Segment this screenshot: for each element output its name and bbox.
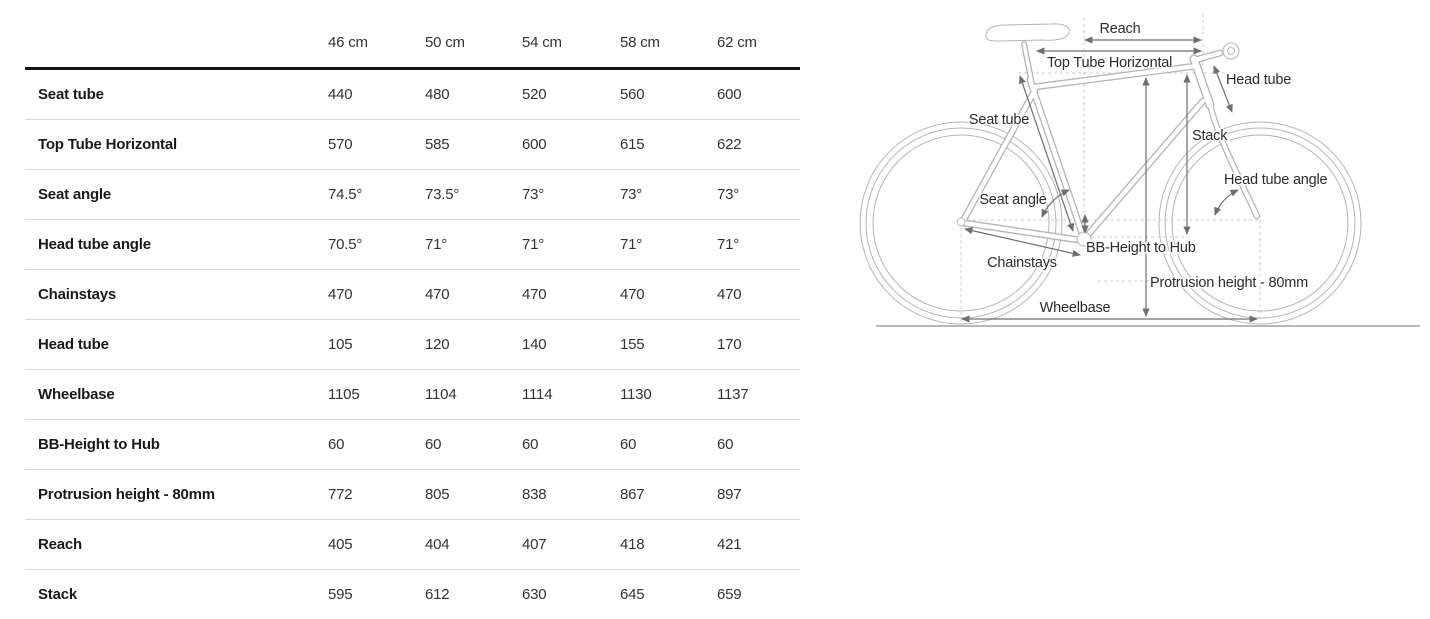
cell-value: 404: [425, 536, 450, 553]
cell-value: 622: [717, 136, 742, 153]
label-head-tube: Head tube: [1226, 72, 1292, 88]
row-label: Protrusion height - 80mm: [38, 486, 215, 503]
table-row-head-tube-angle: [25, 219, 800, 269]
cell-value: 520: [522, 86, 547, 103]
table-header-row: [25, 18, 800, 70]
cell-value: 60: [522, 436, 539, 453]
label-seat-angle: Seat angle: [979, 192, 1047, 208]
cell-value: 120: [425, 336, 450, 353]
table-row-wheelbase: [25, 369, 800, 419]
label-bb-height-to-hub: BB-Height to Hub: [1086, 240, 1196, 256]
cell-value: 1130: [620, 386, 652, 403]
table-row-top-tube-horizontal: [25, 119, 800, 169]
label-chainstays: Chainstays: [987, 255, 1057, 271]
column-header-58cm: 58 cm: [620, 34, 660, 51]
label-stack: Stack: [1192, 128, 1228, 144]
cell-value: 73°: [522, 186, 545, 203]
cell-value: 470: [328, 286, 353, 303]
cell-value: 600: [717, 86, 742, 103]
cell-value: 805: [425, 486, 450, 503]
cell-value: 1137: [717, 386, 749, 403]
cell-value: 73°: [717, 186, 740, 203]
row-label: Head tube angle: [38, 236, 151, 253]
table-row-bb-height-to-hub: [25, 419, 800, 469]
row-label: Top Tube Horizontal: [38, 136, 177, 153]
label-top-tube-horizontal: Top Tube Horizontal: [1047, 55, 1173, 71]
column-header-50cm: 50 cm: [425, 34, 465, 51]
table-row-head-tube: [25, 319, 800, 369]
label-reach: Reach: [1099, 21, 1141, 37]
table-row-seat-tube: [25, 70, 800, 119]
cell-value: 867: [620, 486, 645, 503]
cell-value: 74.5°: [328, 186, 363, 203]
label-wheelbase: Wheelbase: [1039, 300, 1111, 316]
row-label: BB-Height to Hub: [38, 436, 160, 453]
label-seat-tube: Seat tube: [968, 112, 1030, 128]
cell-value: 71°: [425, 236, 448, 253]
label-protrusion-height: Protrusion height - 80mm: [1150, 275, 1308, 291]
saddle: [986, 24, 1069, 41]
dimension-arc-head-tube-angle: [1215, 190, 1238, 215]
cell-value: 470: [620, 286, 645, 303]
cell-value: 73°: [620, 186, 643, 203]
cell-value: 155: [620, 336, 645, 353]
row-label: Head tube: [38, 336, 109, 353]
cell-value: 838: [522, 486, 547, 503]
cell-value: 60: [328, 436, 345, 453]
table-row-reach: [25, 519, 800, 569]
table-row-stack: [25, 569, 800, 619]
cell-value: 60: [717, 436, 734, 453]
table-row-protrusion-height: [25, 469, 800, 519]
cell-value: 570: [328, 136, 353, 153]
table-row-seat-angle: [25, 169, 800, 219]
cell-value: 772: [328, 486, 353, 503]
cell-value: 560: [620, 86, 645, 103]
cell-value: 645: [620, 586, 645, 603]
cell-value: 1114: [522, 386, 553, 403]
cell-value: 612: [425, 586, 450, 603]
cell-value: 60: [425, 436, 442, 453]
row-label: Reach: [38, 536, 83, 553]
bike-geometry-diagram: [858, 0, 1430, 340]
table-row-chainstays: [25, 269, 800, 319]
cell-value: 1104: [425, 386, 457, 403]
row-label: Seat tube: [38, 86, 104, 103]
cell-value: 71°: [717, 236, 740, 253]
column-header-54cm: 54 cm: [522, 34, 562, 51]
cell-value: 470: [425, 286, 450, 303]
cell-value: 480: [425, 86, 450, 103]
cell-value: 659: [717, 586, 742, 603]
cell-value: 1105: [328, 386, 360, 403]
cell-value: 470: [717, 286, 742, 303]
cell-value: 470: [522, 286, 547, 303]
cell-value: 71°: [620, 236, 643, 253]
row-label: Wheelbase: [38, 386, 115, 403]
column-header-46cm: 46 cm: [328, 34, 368, 51]
geometry-table: [25, 18, 800, 619]
cell-value: 630: [522, 586, 547, 603]
row-label: Stack: [38, 586, 78, 603]
cell-value: 105: [328, 336, 353, 353]
column-header-62cm: 62 cm: [717, 34, 757, 51]
cell-value: 405: [328, 536, 353, 553]
cell-value: 407: [522, 536, 547, 553]
cell-value: 897: [717, 486, 742, 503]
cell-value: 60: [620, 436, 637, 453]
cell-value: 595: [328, 586, 353, 603]
cell-value: 140: [522, 336, 547, 353]
cell-value: 615: [620, 136, 645, 153]
rear-hub: [957, 218, 965, 226]
cell-value: 585: [425, 136, 450, 153]
row-label: Chainstays: [38, 286, 117, 303]
cell-value: 70.5°: [328, 236, 363, 253]
cell-value: 73.5°: [425, 186, 460, 203]
row-label: Seat angle: [38, 186, 112, 203]
cell-value: 418: [620, 536, 645, 553]
cell-value: 170: [717, 336, 742, 353]
label-head-tube-angle: Head tube angle: [1224, 172, 1328, 188]
cell-value: 600: [522, 136, 547, 153]
cell-value: 421: [717, 536, 742, 553]
cell-value: 71°: [522, 236, 545, 253]
cell-value: 440: [328, 86, 353, 103]
